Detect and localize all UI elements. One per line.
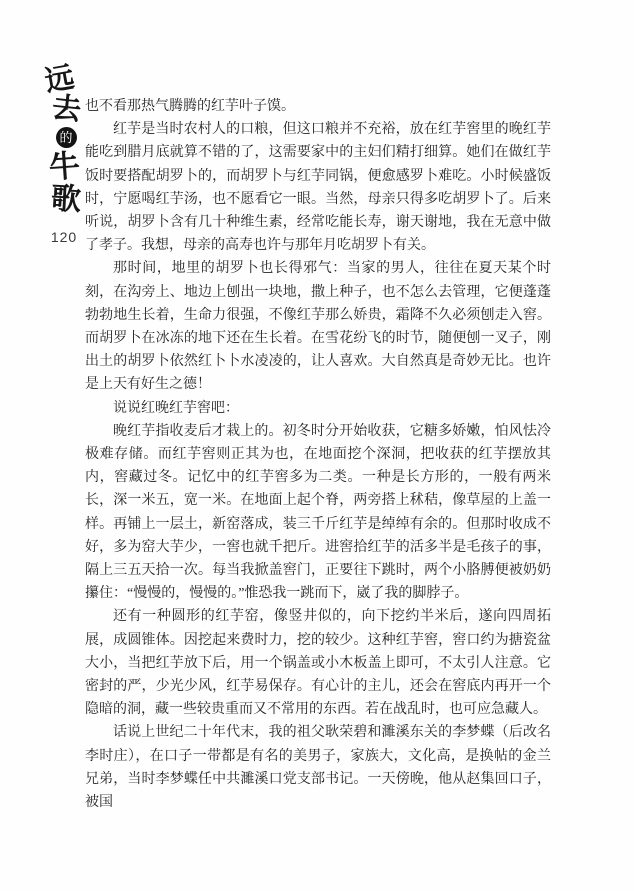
series-title-calligraphy (40, 61, 88, 217)
series-title-char: 牛 (47, 148, 81, 186)
paragraph: 说说红晚红芋窖吧： (113, 400, 239, 416)
paragraph: 话说上世纪二十年代末，我的祖父耿荣碧和濉溪东关的李梦蝶（后改名李时庄），在口子一带都是有名的美男子，家族大，文化高，是换帖的金兰兄弟，当时李梦蝶任中共濉溪口党支部书记。一天傍晚，他从赵集回口子，被国 (85, 725, 551, 811)
paragraph: 还有一种圆形的红芋窑，像竖井似的，向下挖约半米后，遂向四周拓展，成圆锥体。因挖起来费时力，挖的较少。这种红芋窖，窖口约为搪瓷盆大小，当把红芋放下后，用一个锅盖或小木板盖上即可，不太引人注意。它密封的严，少光少风，红芋易保存。有心计的主儿，还会在窖底内再开一个隐暗的洞，藏一些较贵重而又不常用的东西。若在战乱时，也可应急藏人。 (85, 609, 551, 718)
paragraph: 红芋是当时农村人的口粮，但这口粮并不充裕，放在红芋窖里的晚红芋能吃到腊月底就算不错的了，这需要家中的主妇们精打细算。她们在做红芋饭时要搭配胡罗卜的，而胡罗卜与红芋同锅，便愈感罗卜难吃。小时候盛饭时，宁愿喝红芋汤，也不愿看它一眼。当然，母亲只得多吃胡罗卜了。后来听说，胡罗卜含有几十种维生素，经常吃能长寿，谢天谢地，我在无意中做了孝子。我想，母亲的高寿也许与那年月吃胡罗卜有关。 (85, 122, 551, 254)
paragraph: 晚红芋指收麦后才栽上的。初冬时分开始收获，它糖多娇嫩，怕风怯冷极难存储。而红芋窖则正其为也，在地面挖个深洞，把收获的红芋摆放其内，窖藏过冬。记忆中的红芋窖多为二类。一种是长方形的，一般有两米长，深一米五，宽一米。在地面上起个脊，两旁搭上秫秸，像草屋的上盖一样。再铺上一层土，新窑落成，装三千斤红芋是绰绰有余的。但那时收成不好，多为窑大芋少，一窖也就千把斤。进窖拾红芋的活多半是毛孩子的事，隔上三五天拾一次。每当我掀盖窖门，正要往下跳时，两个小胳膊便被奶奶攥住：“慢慢的，慢慢的。”惟恐我一跳而下，崴了我的脚脖子。 (85, 423, 551, 602)
series-title-char-circled: 的 (56, 127, 77, 148)
body-text (85, 95, 551, 814)
paragraph-continuation: 也不看那热气腾腾的红芋叶子馍。 (85, 99, 295, 114)
page-margin-block (40, 61, 88, 245)
series-title-char: 远 (42, 61, 78, 98)
page-number: 120 (50, 228, 78, 245)
series-title-char: 去 (50, 92, 84, 127)
paragraph: 那时间，地里的胡罗卜也长得邪气：当家的男人，往往在夏天某个时刻，在沟旁上、地边上刨出一块地，撒上种子，也不怎么去管理，它便蓬蓬勃勃地生长着，生命力很强，不像红芋那么娇贵，霜降不久必须刨走入窖。而胡罗卜在冰冻的地下还在生长着。在雪花纷飞的时节，随便刨一叉子，刚出土的胡罗卜依然红卜卜水凌凌的，让人喜欢。大自然真是奇妙无比。也许是上天有好生之德！ (85, 261, 551, 393)
series-title-char: 歌 (50, 181, 82, 217)
